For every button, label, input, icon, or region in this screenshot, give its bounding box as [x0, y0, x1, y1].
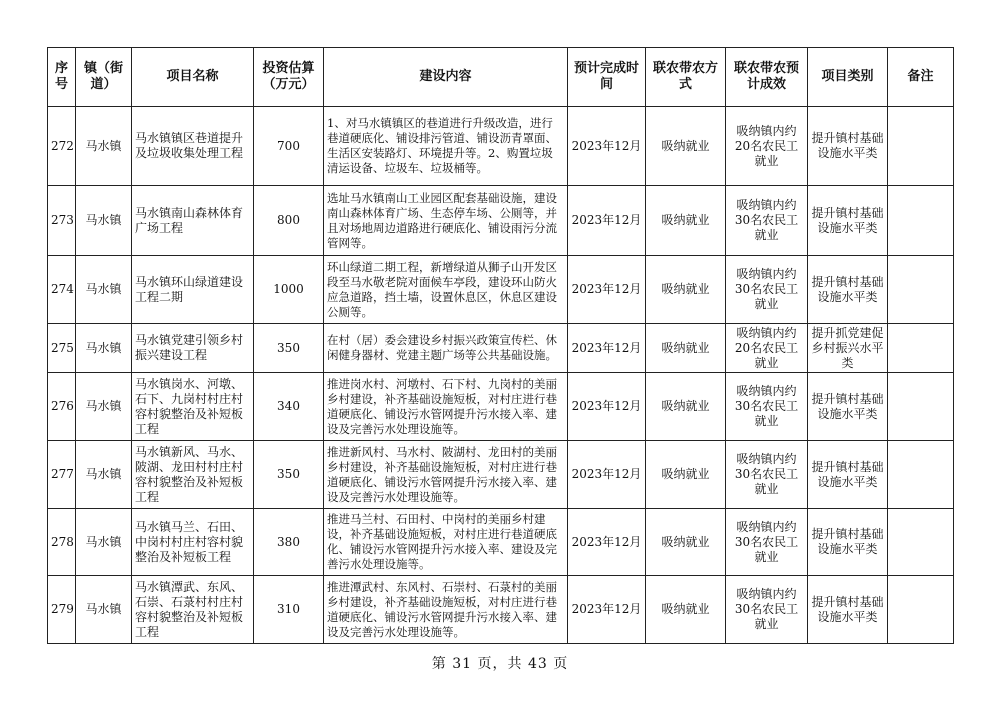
cell-completion-time: 2023年12月 [568, 373, 646, 441]
cell-investment: 340 [254, 373, 324, 441]
cell-project-name: 马水镇岗水、河墩、石下、九岗村村庄村容村貌整治及补短板工程 [132, 373, 254, 441]
header-investment: 投资估算（万元） [254, 48, 324, 107]
cell-town: 马水镇 [76, 186, 132, 256]
cell-category: 提升镇村基础设施水平类 [808, 186, 888, 256]
cell-content: 1、对马水镇镇区的巷道进行升级改造，进行巷道硬底化、铺设排污管道、铺设沥青罩面、生活区安装路灯、环境提升等。2、购置垃圾清运设备、垃圾车、垃圾桶等。 [324, 107, 568, 186]
cell-seq: 276 [48, 373, 76, 441]
cell-content: 推进新风村、马水村、陂湖村、龙田村的美丽乡村建设，补齐基础设施短板，对村庄进行巷道硬底化、铺设污水管网提升污水接入率、建设及完善污水处理设施等。 [324, 441, 568, 509]
cell-completion-time: 2023年12月 [568, 509, 646, 576]
cell-town: 马水镇 [76, 441, 132, 509]
cell-seq: 273 [48, 186, 76, 256]
cell-content: 推进潭武村、东风村、石崇村、石菉村的美丽乡村建设，补齐基础设施短板，对村庄进行巷道硬底化、铺设污水管网提升污水接入率、建设及完善污水处理设施等。 [324, 576, 568, 644]
cell-investment: 350 [254, 324, 324, 373]
cell-link-effect: 吸纳镇内约20名农民工就业 [726, 107, 808, 186]
cell-town: 马水镇 [76, 107, 132, 186]
cell-category: 提升镇村基础设施水平类 [808, 509, 888, 576]
cell-seq: 272 [48, 107, 76, 186]
cell-category: 提升镇村基础设施水平类 [808, 441, 888, 509]
cell-link-method: 吸纳就业 [646, 441, 726, 509]
cell-note [888, 441, 954, 509]
header-content: 建设内容 [324, 48, 568, 107]
cell-category: 提升抓党建促乡村振兴水平类 [808, 324, 888, 373]
cell-link-effect: 吸纳镇内约20名农民工就业 [726, 324, 808, 373]
cell-seq: 279 [48, 576, 76, 644]
header-link-method: 联农带农方式 [646, 48, 726, 107]
header-seq: 序号 [48, 48, 76, 107]
cell-completion-time: 2023年12月 [568, 324, 646, 373]
cell-project-name: 马水镇潭武、东风、石崇、石菉村村庄村容村貌整治及补短板工程 [132, 576, 254, 644]
cell-note [888, 509, 954, 576]
cell-note [888, 576, 954, 644]
cell-town: 马水镇 [76, 324, 132, 373]
cell-investment: 800 [254, 186, 324, 256]
project-table [47, 47, 954, 644]
cell-seq: 277 [48, 441, 76, 509]
cell-category: 提升镇村基础设施水平类 [808, 576, 888, 644]
cell-link-method: 吸纳就业 [646, 186, 726, 256]
page-number-footer: 第 31 页，共 43 页 [431, 656, 569, 672]
cell-project-name: 马水镇南山森林体育广场工程 [132, 186, 254, 256]
cell-category: 提升镇村基础设施水平类 [808, 256, 888, 324]
header-category: 项目类别 [808, 48, 888, 107]
cell-link-method: 吸纳就业 [646, 256, 726, 324]
table-row [48, 509, 954, 576]
cell-content: 选址马水镇南山工业园区配套基础设施，建设南山森林体育广场、生态停车场、公厕等，并且对场地周边道路进行硬底化、铺设雨污分流管网等。 [324, 186, 568, 256]
cell-town: 马水镇 [76, 373, 132, 441]
cell-investment: 700 [254, 107, 324, 186]
cell-link-effect: 吸纳镇内约30名农民工就业 [726, 373, 808, 441]
cell-completion-time: 2023年12月 [568, 576, 646, 644]
table-row [48, 186, 954, 256]
header-project-name: 项目名称 [132, 48, 254, 107]
cell-town: 马水镇 [76, 509, 132, 576]
cell-note [888, 373, 954, 441]
cell-link-method: 吸纳就业 [646, 373, 726, 441]
cell-investment: 350 [254, 441, 324, 509]
table-row [48, 373, 954, 441]
cell-project-name: 马水镇镇区巷道提升及垃圾收集处理工程 [132, 107, 254, 186]
cell-completion-time: 2023年12月 [568, 441, 646, 509]
cell-project-name: 马水镇新风、马水、陂湖、龙田村村庄村容村貌整治及补短板工程 [132, 441, 254, 509]
header-link-effect: 联农带农预计成效 [726, 48, 808, 107]
cell-town: 马水镇 [76, 576, 132, 644]
cell-link-method: 吸纳就业 [646, 509, 726, 576]
cell-project-name: 马水镇环山绿道建设工程二期 [132, 256, 254, 324]
cell-note [888, 186, 954, 256]
table-row [48, 576, 954, 644]
cell-link-method: 吸纳就业 [646, 324, 726, 373]
cell-seq: 275 [48, 324, 76, 373]
table-row [48, 441, 954, 509]
cell-town: 马水镇 [76, 256, 132, 324]
cell-link-method: 吸纳就业 [646, 107, 726, 186]
cell-note [888, 256, 954, 324]
header-completion-time: 预计完成时间 [568, 48, 646, 107]
cell-project-name: 马水镇马兰、石田、中岗村村庄村容村貌整治及补短板工程 [132, 509, 254, 576]
cell-investment: 380 [254, 509, 324, 576]
header-town: 镇（街道） [76, 48, 132, 107]
cell-completion-time: 2023年12月 [568, 107, 646, 186]
cell-completion-time: 2023年12月 [568, 256, 646, 324]
cell-seq: 274 [48, 256, 76, 324]
cell-content: 推进岗水村、河墩村、石下村、九岗村的美丽乡村建设，补齐基础设施短板，对村庄进行巷道硬底化、铺设污水管网提升污水接入率、建设及完善污水处理设施等。 [324, 373, 568, 441]
cell-category: 提升镇村基础设施水平类 [808, 373, 888, 441]
cell-note [888, 324, 954, 373]
cell-link-effect: 吸纳镇内约30名农民工就业 [726, 186, 808, 256]
table-row [48, 107, 954, 186]
cell-completion-time: 2023年12月 [568, 186, 646, 256]
cell-category: 提升镇村基础设施水平类 [808, 107, 888, 186]
cell-note [888, 107, 954, 186]
cell-link-effect: 吸纳镇内约30名农民工就业 [726, 441, 808, 509]
cell-link-effect: 吸纳镇内约30名农民工就业 [726, 509, 808, 576]
header-row [48, 48, 954, 107]
cell-project-name: 马水镇党建引领乡村振兴建设工程 [132, 324, 254, 373]
table-row [48, 256, 954, 324]
cell-link-effect: 吸纳镇内约30名农民工就业 [726, 576, 808, 644]
cell-content: 环山绿道二期工程，新增绿道从狮子山开发区段至马水敬老院对面候车亭段，建设环山防火应急道路，挡土墙，设置休息区，休息区建设公厕等。 [324, 256, 568, 324]
table-row [48, 324, 954, 373]
cell-seq: 278 [48, 509, 76, 576]
cell-investment: 310 [254, 576, 324, 644]
cell-investment: 1000 [254, 256, 324, 324]
cell-content: 推进马兰村、石田村、中岗村的美丽乡村建设，补齐基础设施短板，对村庄进行巷道硬底化、铺设污水管网提升污水接入率、建设及完善污水处理设施等。 [324, 509, 568, 576]
cell-link-method: 吸纳就业 [646, 576, 726, 644]
cell-link-effect: 吸纳镇内约30名农民工就业 [726, 256, 808, 324]
header-note: 备注 [888, 48, 954, 107]
cell-content: 在村（居）委会建设乡村振兴政策宣传栏、休闲健身器材、党建主题广场等公共基础设施。 [324, 324, 568, 373]
